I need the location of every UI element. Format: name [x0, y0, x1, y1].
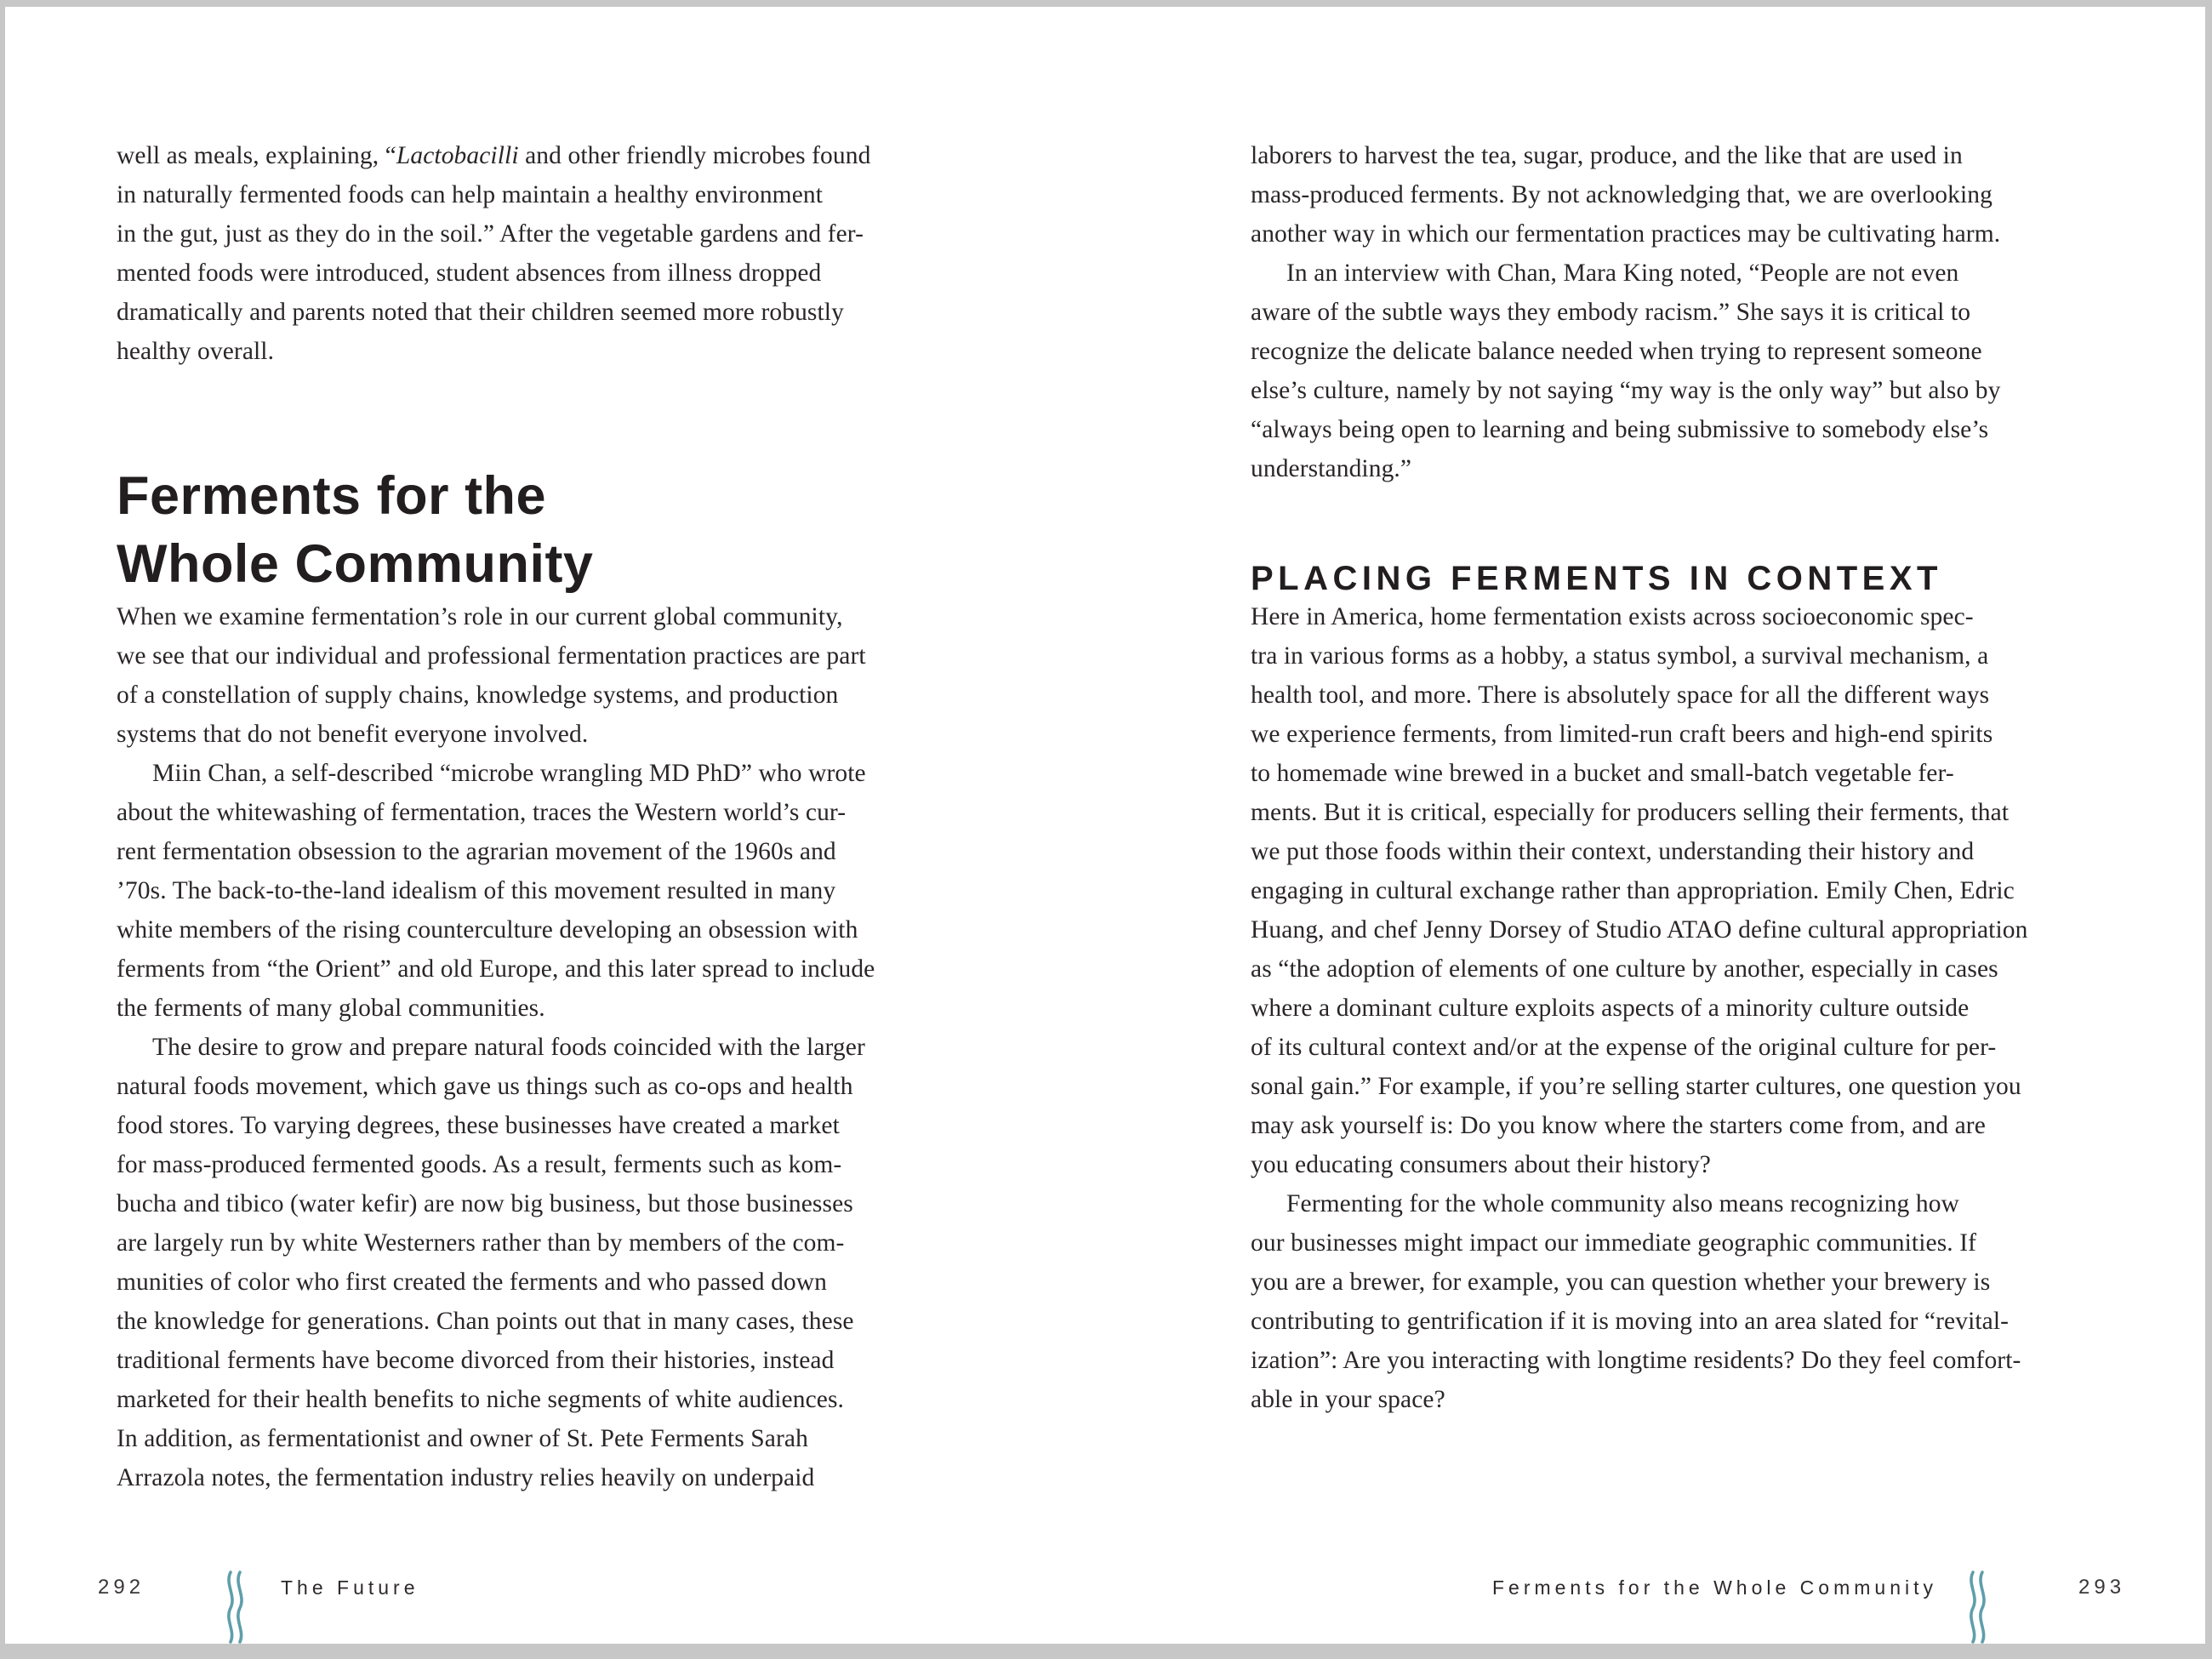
text-line: white members of the rising counterculture developing an obsession with: [117, 916, 858, 944]
text-line: natural foods movement, which gave us things such as co-ops and health: [117, 1073, 853, 1100]
text-line: Arrazola notes, the fermentation industry relies heavily on underpaid: [117, 1464, 815, 1491]
double-wave-icon: [1964, 1571, 1996, 1644]
text-line: another way in which our fermentation practices may be cultivating harm.: [1251, 220, 2001, 248]
text-line: In addition, as fermentationist and owner of St. Pete Ferments Sarah: [117, 1425, 808, 1452]
text-line: engaging in cultural exchange rather than appropriation. Emily Chen, Edric: [1251, 877, 2015, 904]
text-line: as “the adoption of elements of one culture by another, especially in cases: [1251, 955, 1998, 983]
text-line: of its cultural context and/or at the expense of the original culture for per-: [1251, 1034, 1997, 1061]
text-line: healthy overall.: [117, 338, 275, 365]
text-line: “always being open to learning and being submissive to somebody else’s: [1251, 416, 1989, 443]
book-page-spread: [5, 7, 2205, 1644]
text-line: ’70s. The back-to-the-land idealism of this movement resulted in many: [117, 877, 836, 904]
text-line: may ask yourself is: Do you know where the starters come from, and are: [1251, 1112, 1986, 1139]
text-line: for mass-produced fermented goods. As a result, ferments such as kom-: [117, 1151, 842, 1178]
text-line: Fermenting for the whole community also means recognizing how: [1286, 1190, 1959, 1217]
text-line: mented foods were introduced, student absences from illness dropped: [117, 259, 822, 287]
text-line: marketed for their health benefits to niche segments of white audiences.: [117, 1386, 845, 1413]
text-line: food stores. To varying degrees, these businesses have created a market: [117, 1112, 840, 1139]
right-page-number: 293: [2078, 1576, 2126, 1599]
text-line: The desire to grow and prepare natural foods coincided with the larger: [152, 1034, 865, 1061]
text-line: you educating consumers about their history?: [1251, 1151, 1712, 1178]
text-line: the ferments of many global communities.: [117, 995, 545, 1022]
text-line: ization”: Are you interacting with longtime residents? Do they feel comfort-: [1251, 1347, 2021, 1374]
text-line: able in your space?: [1251, 1386, 1445, 1413]
right-running-head: Ferments for the Whole Community: [1491, 1576, 1937, 1599]
text-line: When we examine fermentation’s role in our current global community,: [117, 603, 843, 630]
text-line: In an interview with Chan, Mara King noted, “People are not even: [1286, 259, 1959, 287]
text-line: ferments from “the Orient” and old Europe, and this later spread to include: [117, 955, 875, 983]
text-line: mass-produced ferments. By not acknowledging that, we are overlooking: [1251, 181, 1993, 208]
text-line: we experience ferments, from limited-run craft beers and high-end spirits: [1251, 721, 1993, 748]
text-line: of a constellation of supply chains, knowledge systems, and production: [117, 681, 839, 709]
text-line: contributing to gentrification if it is moving into an area slated for “revital-: [1251, 1308, 2010, 1335]
text-line: well as meals, explaining, “Lactobacilli and other friendly microbes found: [117, 142, 871, 169]
text-line: sonal gain.” For example, if you’re selling starter cultures, one question you: [1251, 1073, 2021, 1100]
text-line: tra in various forms as a hobby, a status symbol, a survival mechanism, a: [1251, 642, 1989, 670]
text-line: aware of the subtle ways they embody racism.” She says it is critical to: [1251, 299, 1971, 326]
text-line: we put those foods within their context, understanding their history and: [1251, 838, 1975, 865]
right-page-body-text: [1251, 597, 2144, 1419]
text-line: Here in America, home fermentation exists across socioeconomic spec-: [1251, 603, 1974, 630]
chapter-heading: [117, 462, 593, 598]
left-running-head: The Future: [281, 1576, 419, 1599]
text-line: to homemade wine brewed in a bucket and small-batch vegetable fer-: [1251, 760, 1954, 787]
text-line: health tool, and more. There is absolutely space for all the different ways: [1251, 681, 1990, 709]
text-line: bucha and tibico (water kefir) are now big business, but those businesses: [117, 1190, 853, 1217]
text-line: recognize the delicate balance needed when trying to represent someone: [1251, 338, 1982, 365]
text-line: in the gut, just as they do in the soil.” After the vegetable gardens and fer-: [117, 220, 864, 248]
text-line: traditional ferments have become divorced from their histories, instead: [117, 1347, 835, 1374]
text-line: munities of color who first created the ferments and who passed down: [117, 1268, 828, 1296]
text-line: understanding.”: [1251, 455, 1412, 482]
text-line: Miin Chan, a self-described “microbe wrangling MD PhD” who wrote: [152, 760, 866, 787]
text-line: in naturally fermented foods can help maintain a healthy environment: [117, 181, 824, 208]
text-line: about the whitewashing of fermentation, traces the Western world’s cur-: [117, 799, 847, 826]
left-page-number: 292: [98, 1576, 145, 1599]
right-page-top-text: [1251, 136, 2144, 488]
text-line: you are a brewer, for example, you can question whether your brewery is: [1251, 1268, 1991, 1296]
text-line: laborers to harvest the tea, sugar, produce, and the like that are used in: [1251, 142, 1963, 169]
double-wave-icon: [221, 1571, 254, 1644]
text-line: where a dominant culture exploits aspects of a minority culture outside: [1251, 995, 1970, 1022]
left-page-body-text: [117, 597, 1010, 1497]
left-page-intro-paragraph: [117, 136, 1010, 371]
text-line: Huang, and chef Jenny Dorsey of Studio ATAO define cultural appropriation: [1251, 916, 2028, 944]
text-line: rent fermentation obsession to the agrarian movement of the 1960s and: [117, 838, 836, 865]
section-heading: PLACING FERMENTS IN CONTEXT: [1251, 560, 1942, 597]
text-line: Whole Community: [117, 534, 594, 594]
text-line: Ferments for the: [117, 466, 547, 526]
text-line: the knowledge for generations. Chan points out that in many cases, these: [117, 1308, 854, 1335]
text-line: ments. But it is critical, especially for producers selling their ferments, that: [1251, 799, 2010, 826]
text-line: we see that our individual and professional fermentation practices are part: [117, 642, 866, 670]
text-line: else’s culture, namely by not saying “my way is the only way” but also by: [1251, 377, 2001, 404]
text-line: systems that do not benefit everyone involved.: [117, 721, 589, 748]
text-line: dramatically and parents noted that their children seemed more robustly: [117, 299, 844, 326]
text-line: our businesses might impact our immediate geographic communities. If: [1251, 1229, 1977, 1257]
text-line: are largely run by white Westerners rather than by members of the com-: [117, 1229, 845, 1257]
